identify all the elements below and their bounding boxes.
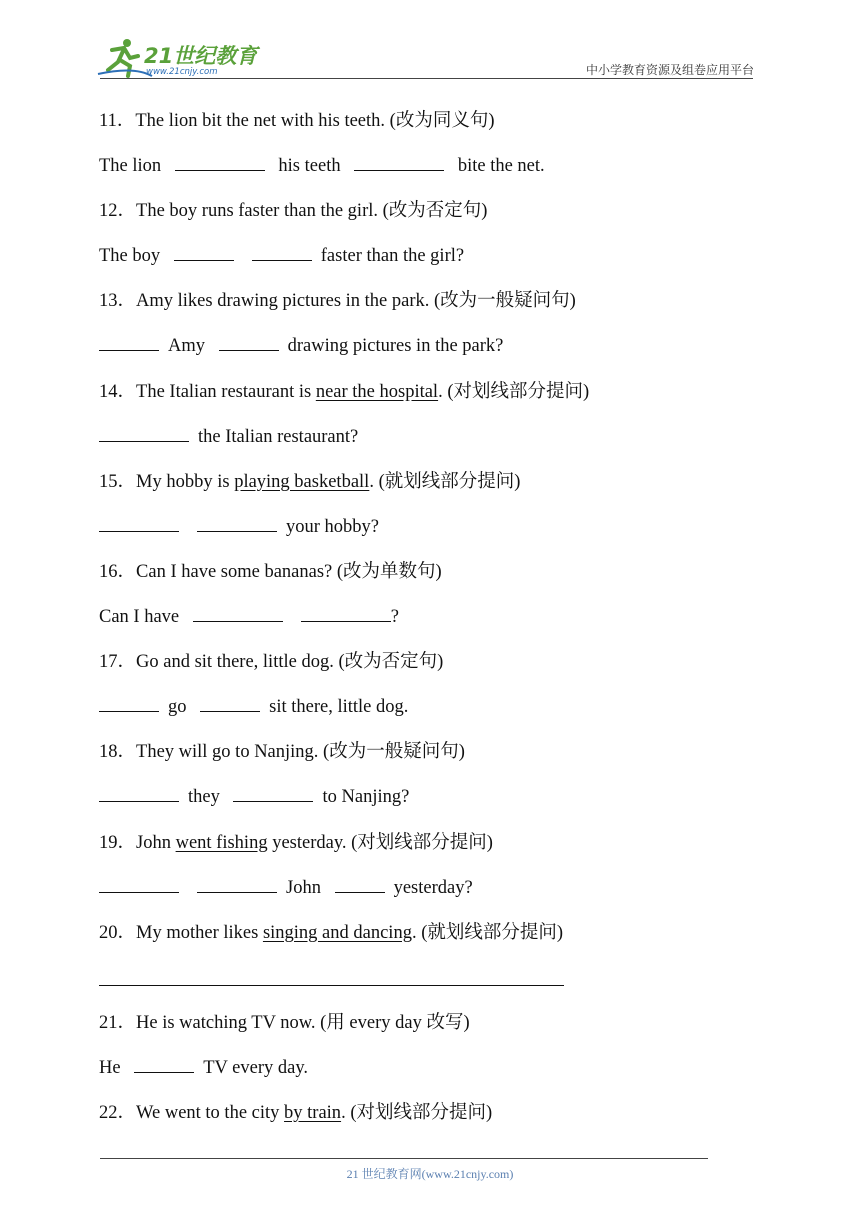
answer-blank[interactable] — [175, 154, 265, 171]
footer-text: 21 世纪教育网(www.21cnjy.com) — [346, 1167, 514, 1181]
question-16: 16．Can I have some bananas? (改为单数句) — [99, 561, 442, 582]
site-logo — [94, 36, 264, 80]
answer-blank[interactable] — [219, 334, 279, 351]
answer-blank[interactable] — [99, 695, 159, 712]
worksheet — [99, 103, 759, 1140]
question-22: 22．We went to the city by train. (对划线部分提问) — [99, 1103, 493, 1124]
question-14: 14．The Italian restaurant is near the hospital. (对划线部分提问) — [99, 381, 590, 402]
question-17: 17．Go and sit there, little dog. (改为否定句) — [99, 652, 444, 673]
answer-blank[interactable] — [301, 605, 391, 622]
question-12: 12．The boy runs faster than the girl. (改为否定句) — [99, 201, 488, 222]
question-13: 13．Amy likes drawing pictures in the park. (改为一般疑问句) — [99, 291, 576, 312]
answer-13: Amy drawing pictures in the park? — [99, 328, 759, 373]
header-divider — [100, 78, 753, 79]
answer-17: go sit there, little dog. — [99, 689, 759, 734]
answer-blank[interactable] — [99, 334, 159, 351]
answer-blank[interactable] — [197, 876, 277, 893]
answer-18: they to Nanjing? — [99, 779, 759, 824]
answer-blank[interactable] — [200, 695, 260, 712]
underlined-phrase: went fishing — [175, 832, 268, 853]
question-19: 19．John went fishing yesterday. (对划线部分提问) — [99, 832, 493, 853]
answer-19: John yesterday? — [99, 870, 759, 915]
underlined-phrase: near the hospital — [315, 381, 439, 402]
answer-blank[interactable] — [252, 244, 312, 261]
answer-blank[interactable] — [99, 425, 189, 442]
answer-15: your hobby? — [99, 509, 759, 554]
answer-20 — [99, 960, 759, 1005]
answer-blank[interactable] — [134, 1056, 194, 1073]
answer-blank[interactable] — [197, 515, 277, 532]
answer-blank[interactable] — [354, 154, 444, 171]
answer-blank[interactable] — [233, 785, 313, 802]
answer-blank[interactable] — [99, 515, 179, 532]
answer-14: the Italian restaurant? — [99, 419, 759, 464]
question-18: 18．They will go to Nanjing. (改为一般疑问句) — [99, 742, 465, 763]
answer-blank[interactable] — [335, 876, 385, 893]
underlined-phrase: singing and dancing — [262, 922, 412, 943]
logo-title: 21世纪教育 — [144, 44, 258, 68]
answer-11: The lion his teeth bite the net. — [99, 156, 545, 177]
answer-21: He TV every day. — [99, 1057, 308, 1078]
footer-divider — [100, 1158, 708, 1159]
platform-label: 中小学教育资源及组卷应用平台 — [585, 63, 754, 77]
question-20: 20．My mother likes singing and dancing. (就划线部分提问) — [99, 922, 564, 943]
question-21: 21．He is watching TV now. (用 every day 改写) — [99, 1012, 470, 1033]
answer-blank[interactable] — [193, 605, 283, 622]
logo-url: www.21cnjy.com — [146, 67, 218, 77]
question-15: 15．My hobby is playing basketball. (就划线部分提问) — [99, 471, 521, 492]
underlined-phrase: by train — [284, 1103, 342, 1124]
answer-blank[interactable] — [99, 785, 179, 802]
answer-blank[interactable] — [174, 244, 234, 261]
answer-line[interactable] — [99, 985, 564, 986]
answer-12: The boy faster than the girl? — [99, 246, 465, 267]
question-11: 11．The lion bit the net with his teeth. (改为同义句) — [99, 111, 495, 131]
answer-16: Can I have ? — [99, 607, 399, 628]
answer-blank[interactable] — [99, 876, 179, 893]
underlined-phrase: playing basketball — [234, 471, 370, 492]
